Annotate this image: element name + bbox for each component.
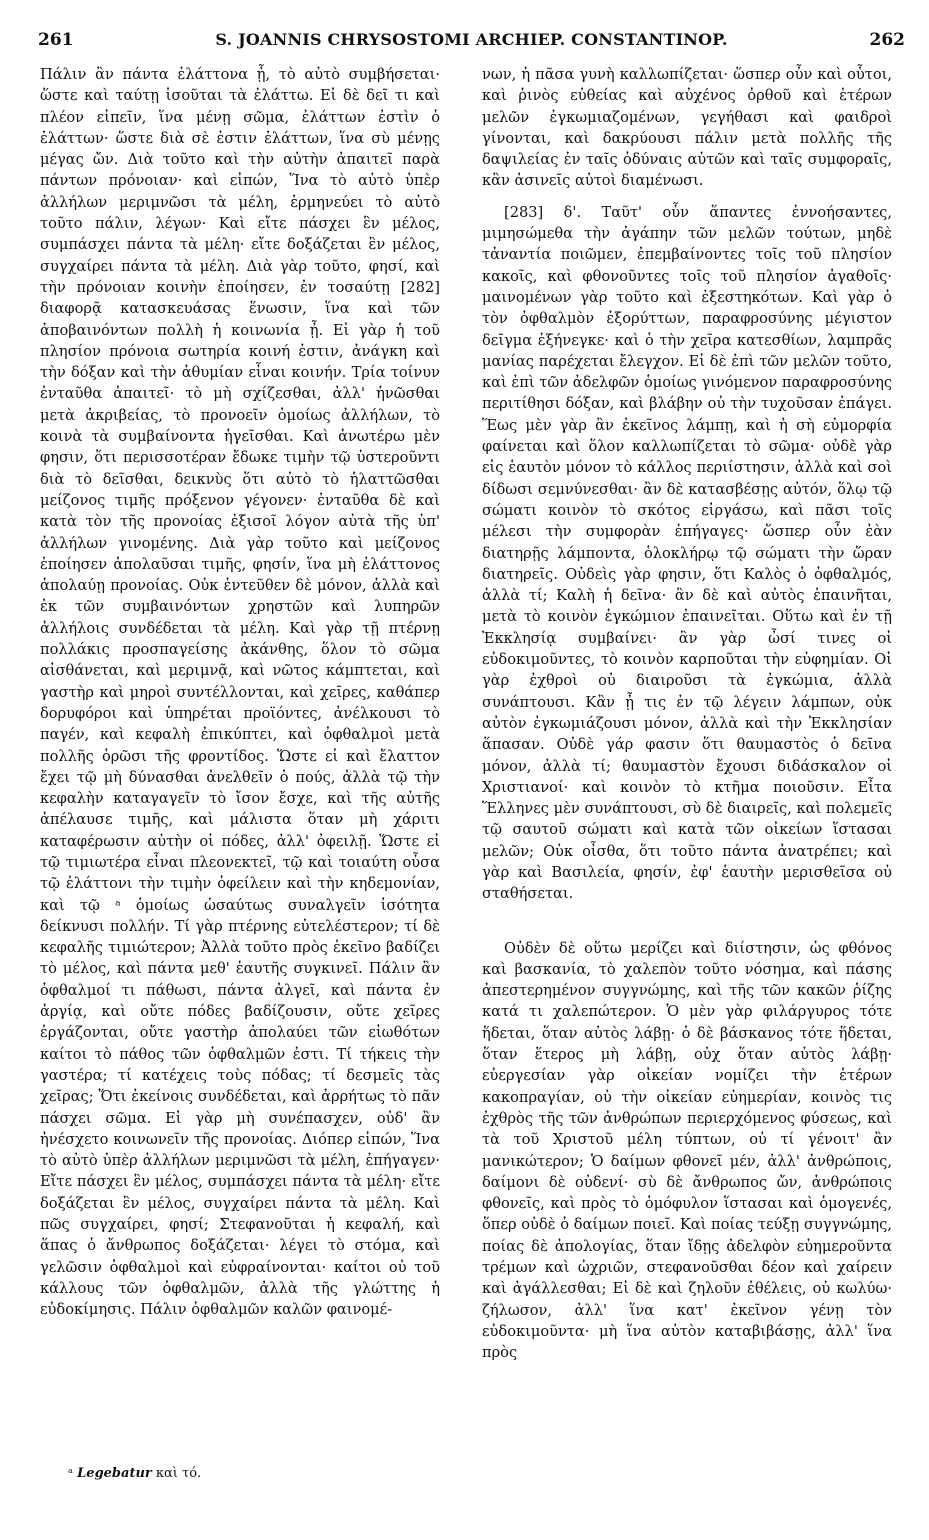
running-header bbox=[38, 30, 905, 60]
footnote-marker: ᵃ bbox=[68, 1466, 74, 1481]
page-number-right: 262 bbox=[869, 30, 905, 50]
right-paragraph-1: νων, ἡ πᾶσα γυνὴ καλλωπίζεται· ὥσπερ οὖν καὶ οὗτοι, καὶ ῥινὸς εὐθείας καὶ αὐχένος ὀρθοῦ καὶ ἑτέρων μελῶν ἐγκωμιαζομένων, γεγήθασι καὶ φαιδροὶ γίνονται, καὶ δακρύουσι πάλιν μετὰ πολλῆς τῆς δαψιλείας ἐν ταῖς ὀδύναις αὐτῶν καὶ ταῖς συμφοραῖς, κἂν ἀσινεῖς αὐτοὶ διαμένωσι. bbox=[482, 66, 892, 190]
page-number-left: 261 bbox=[38, 30, 74, 50]
footnote-text: καὶ τό. bbox=[151, 1466, 202, 1481]
footnote-italic: Legebatur bbox=[77, 1466, 152, 1481]
running-title: S. JOANNIS CHRYSOSTOMI ARCHIEP. CONSTANTINOP. bbox=[215, 30, 728, 49]
right-paragraph-2: [283] δ'. Ταῦτ' οὖν ἅπαντες ἐννοήσαντες, μιμησώμεθα τὴν ἀγάπην τῶν μελῶν τούτων, μηδὲ τἀναντία ποιῶμεν, ἐπεμβαίνοντες τοῖς τοῦ πλησίον κακοῖς, καὶ φθονοῦντες τοῖς τοῦ πλησίον ἀγαθοῖς· μαινομένων γὰρ τοῦτο καὶ ἐξεστηκότων. Καὶ γὰρ ὁ τὸν ὀφθαλμὸν ἐξορύττων, παραφροσύνης μέγιστον δεῖγμα ἐξήνεγκε· καὶ ὁ τὴν χεῖρα κατεσθίων, λαμπρᾶς μανίας παρέχεται ἔλεγχον. Εἰ δὲ ἐπὶ τῶν μελῶν τοῦτο, καὶ ἐπὶ τῶν ἀδελφῶν ὁμοίως γινόμενον παραφροσύνης περιτίθησι δόξαν, καὶ βλάβην οὐ τὴν τυχοῦσαν ἐπάγει. Ἕως μὲν γὰρ ἂν ἐκεῖνος λάμπῃ, καὶ ἡ σὴ εὐμορφία φαίνεται καὶ ὅλον καλλωπίζεται τὸ σῶμα· οὐδὲ γὰρ εἰς ἑαυτὸν μόνον τὸ κάλλος περιίστησιν, ἀλλὰ καὶ σοὶ δίδωσι σεμνύνεσθαι· ἂν δὲ κατασβέσῃς αὐτόν, ὅλῳ τῷ σώματι κοινὸν τὸ σκότος εἰργάσω, καὶ πᾶσι τοῖς μέλεσι τὴν συμφορὰν ἐπήγαγες· ὥσπερ οὖν ἐὰν διατηρῇς λάμποντα, ὁλοκλήρῳ τῷ σώματι τὴν ὥραν διατηρεῖς. Οὐδεὶς γὰρ φησιν, ὅτι Καλὸς ὁ ὀφθαλμός, ἀλλὰ τί; Καλὴ ἡ δεῖνα· ἂν δὲ καὶ αὐτὸς ἐπαινῆται, μετὰ τὸ κοινὸν ἐγκώμιον ἐπαινεῖται. Οὕτω καὶ ἐν τῇ Ἐκκλησίᾳ συμβαίνει· ἂν γὰρ ὦσί τινες οἱ εὐδοκιμοῦντες, τὸ κοινὸν καρποῦται τὴν εὐφημίαν. Οἱ γὰρ ἐχθροὶ οὐ διαιροῦσι τὰ ἐγκώμια, ἀλλὰ συνάπτουσι. Κἂν ᾖ τις ἐν τῷ λέγειν λάμπων, οὐκ αὐτὸν ἐγκωμιάζουσι μόνον, ἀλλὰ καὶ τὴν Ἐκκλησίαν ἅπασαν. Οὐδὲ γάρ φασιν ὅτι θαυμαστὸς ὁ δεῖνα μόνον, ἀλλὰ τί; θαυμαστὸν ἔχουσι διδάσκαλον οἱ Χριστιανοί· καὶ κοινὸν τὸ κτῆμα ποιοῦσιν. Εἶτα Ἕλληνες μὲν συνάπτουσι, σὺ δὲ διαιρεῖς, καὶ πολεμεῖς τῷ σαυτοῦ σώματι καὶ κατὰ τῶν οἰκείων ἵστασαι μελῶν; Οὐκ οἶσθα, ὅτι τοῦτο πάντα ἀνατρέπει; καὶ γὰρ καὶ Βασιλεία, φησίν, ἐφ' ἑαυτὴν μερισθεῖσα οὐ σταθήσεται. bbox=[482, 203, 892, 903]
left-paragraph-1: Πάλιν ἂν πάντα ἐλάττονα ᾖ, τὸ αὐτὸ συμβήσεται· ὥστε καὶ ταύτῃ ἰσοῦται τὰ ἐλάττω. Εἰ δὲ δεῖ τι καὶ πλέον εἰπεῖν, ἵνα μένῃ σῶμα, ἐλάττων ἐστὶν ὁ ἐλάττων· ὥστε διὰ σὲ ἐστιν ἐλάττων, ἵνα σὺ μένῃς μέγας ὤν. Διὰ τοῦτο καὶ τὴν αὐτὴν ἀπαιτεῖ παρὰ πάντων πρόνοιαν· καὶ εἰπών, Ἵνα τὸ αὐτὸ ὑπὲρ ἀλλήλων μεριμνῶσι τὰ μέλη, ἑρμηνεύει τὸ αὐτὸ τοῦτο πάλιν, λέγων· Καὶ εἴτε πάσχει ἓν μέλος, συμπάσχει πάντα τὰ μέλη· εἴτε δοξάζεται ἓν μέλος, συγχαίρει πάντα τὰ μέλη. Διὰ γὰρ τοῦτο, φησί, καὶ τὴν πρόνοιαν κοινὴν ἐποίησεν, ἐν τοσαύτῃ [282] διαφορᾷ κατασκευάσας ἕνωσιν, ἵνα καὶ τῶν ἀποβαινόντων πολλὴ ἡ κοινωνία ᾖ. Εἰ γὰρ ἡ τοῦ πλησίον πρόνοια σωτηρία κοινή ἐστιν, ἀνάγκη καὶ τὴν δόξαν καὶ τὴν ἀθυμίαν εἶναι κοινήν. Τρία τοίνυν ἐνταῦθα ἀπαιτεῖ· τὸ μὴ σχίζεσθαι, ἀλλ' ἡνῶσθαι μετὰ ἀκριβείας, τὸ προνοεῖν ὁμοίως ἀλλήλων, τὸ κοινὰ τὰ συμβαίνοντα ἡγεῖσθαι. Καὶ ἀνωτέρω μὲν φησιν, ὅτι περισσοτέραν ἔδωκε τιμὴν τῷ ὑστεροῦντι διὰ τὸ δεῖσθαι, δεικνὺς ὅτι αὐτὸ τὸ ἡλαττῶσθαι μείζονος τιμῆς πρόξενον γέγονεν· ἐνταῦθα δὲ καὶ κατὰ τὸν τῆς προνοίας ἐξισοῖ λόγον αὐτὰ τῆς ὑπ' ἀλλήλων γινομένης. Διὰ γὰρ τοῦτο καὶ μείζονος ἐποίησεν ἀπολαῦσαι τιμῆς, φησίν, ἵνα μὴ ἐλάττονος ἀπολαύῃ προνοίας. Οὐκ ἐντεῦθεν δὲ μόνον, ἀλλὰ καὶ ἐκ τῶν συμβαινόντων χρηστῶν καὶ λυπηρῶν ἀλλήλοις συνδέδεται τὰ μέλη. Καὶ γὰρ τῇ πτέρνῃ πολλάκις προσπαγείσης ἀκάνθης, ὅλον τὸ σῶμα αἰσθάνεται, καὶ μεριμνᾷ, καὶ νῶτος κάμπτεται, καὶ γαστὴρ καὶ μηροὶ συντέλλονται, καὶ χεῖρες, καθάπερ δορυφόροι καὶ ὑπηρέται προϊόντες, ἀνέλκουσι τὸ παγέν, καὶ κεφαλὴ ἐπικύπτει, καὶ ὀφθαλμοὶ μετὰ πολλῆς ὁρῶσι τῆς φροντίδος. Ὥστε εἰ καὶ ἔλαττον ἔχει τῷ μὴ δύνασθαι ἀνελθεῖν ὁ πούς, ἀλλὰ τῷ τὴν κεφαλὴν καταγαγεῖν τὸ ἴσον ἔσχε, καὶ τῆς αὐτῆς ἀπέλαυσε τιμῆς, καὶ μάλιστα ὅταν μὴ χάριτι καταφέρωσιν αὐτὴν οἱ πόδες, ἀλλ' ὀφειλῇ. Ὥστε εἰ τῷ τιμιωτέρα εἶναι πλεονεκτεῖ, τῷ καὶ τοιαύτη οὖσα τῷ ἐλάττονι τὴν τιμὴν ὀφείλειν καὶ τὴν κηδεμονίαν, καὶ τῷ ᵃ ὁμοίως ὡσαύτως συναλγεῖν ἰσότητα δείκνυσι πολλήν. Τί γὰρ πτέρνης εὐτελέστερον; τί δὲ κεφαλῆς τιμιώτερον; Ἀλλὰ τοῦτο πρὸς ἐκεῖνο βαδίζει τὸ μέλος, καὶ πάντα μεθ' ἑαυτῆς συγκινεῖ. Πάλιν ἂν ὀφθαλμοί τι πάθωσι, πάντα ἀλγεῖ, καὶ πάντα ἐν ἀργίᾳ, καὶ οὔτε πόδες βαδίζουσιν, οὔτε χεῖρες ἐργάζονται, οὔτε γαστὴρ ἀπολαύει τῶν εἰωθότων καίτοι τὸ πάθος τῶν ὀφθαλμῶν ἐστι. Τί τήκεις τὴν γαστέρα; τί κατέχεις τοὺς πόδας; τί δεσμεῖς τὰς χεῖρας; Ὅτι ἐκείνοις συνδέδεται, καὶ ἀρρήτως τὸ πᾶν πάσχει σῶμα. Εἰ γὰρ μὴ συνέπασχεν, οὐδ' ἂν ἠνέσχετο κοινωνεῖν τῆς προνοίας. Διόπερ εἰπών, Ἵνα τὸ αὐτὸ ὑπὲρ ἀλλήλων μεριμνῶσι τὰ μέλη, ἐπήγαγεν· Εἴτε πάσχει ἓν μέλος, συμπάσχει πάντα τὰ μέλη· εἴτε δοξάζεται ἓν μέλος, συγχαίρει πάντα τὰ μέλη. Καὶ πῶς συγχαίρει, φησί; Στεφανοῦται ἡ κεφαλή, καὶ ἅπας ὁ ἄνθρωπος δοξάζεται· λέγει τὸ στόμα, καὶ γελῶσιν ὀφθαλμοὶ καὶ εὐφραίνονται· καίτοι οὐ τοῦ κάλλους τῶν ὀφθαλμῶν, ἀλλὰ τῆς γλώττης ἡ εὐδοκίμησις. Πάλιν ὀφθαλμῶν καλῶν φαινομέ- bbox=[40, 66, 440, 1319]
footnote bbox=[68, 1466, 201, 1481]
left-column bbox=[40, 64, 440, 1321]
right-paragraph-3: Οὐδὲν δὲ οὕτω μερίζει καὶ διίστησιν, ὡς φθόνος καὶ βασκανία, τὸ χαλεπὸν τοῦτο νόσημα, καὶ πάσης ἀπεστερημένον συγγνώμης, καὶ τῆς τῶν κακῶν ῥίζης κατά τι χαλεπώτερον. Ὁ μὲν γὰρ φιλάργυρος τότε ἥδεται, ὅταν αὐτὸς λάβῃ· ὁ δὲ βάσκανος τότε ἥδεται, ὅταν ἕτερος μὴ λάβῃ, οὐχ ὅταν αὐτὸς λάβῃ· εὐεργεσίαν γὰρ οἰκείαν νομίζει τὴν ἑτέρων κακοπραγίαν, οὐ τὴν οἰκείαν εὐημερίαν, κοινὸς τις ἐχθρὸς τῆς τῶν ἀνθρώπων περιερχόμενος φύσεως, καὶ τὰ τοῦ Χριστοῦ μέλη τύπτων, οὐ τί γένοιτ' ἂν μανικώτερον; Ὁ δαίμων φθονεῖ μέν, ἀλλ' ἀνθρώποις, δαίμονι δὲ οὐδενί· σὺ δὲ ἄνθρωπος ὤν, ἀνθρώποις φθονεῖς, καὶ πρὸς τὸ ὁμόφυλον ἵστασαι καὶ ὁμογενές, ὅπερ οὐδὲ ὁ δαίμων ποιεῖ. Καὶ ποίας τεύξῃ συγγνώμης, ποίας δὲ ἀπολογίας, ὅταν ἴδῃς ἀδελφὸν εὐημεροῦντα τρέμων καὶ ὠχριῶν, στεφανοῦσθαι δέον καὶ χαίρειν καὶ ἀγάλλεσθαι; Εἰ δὲ καὶ ζηλοῦν ἐθέλεις, οὐ κωλύω· ζήλωσον, ἀλλ' ἵνα κατ' ἐκεῖνον γένῃ τὸν εὐδοκιμοῦντα· μὴ ἵνα αὐτὸν καταβιβάσῃς, ἀλλ' ἵνα πρὸς bbox=[482, 939, 892, 1362]
right-column bbox=[482, 64, 892, 1364]
